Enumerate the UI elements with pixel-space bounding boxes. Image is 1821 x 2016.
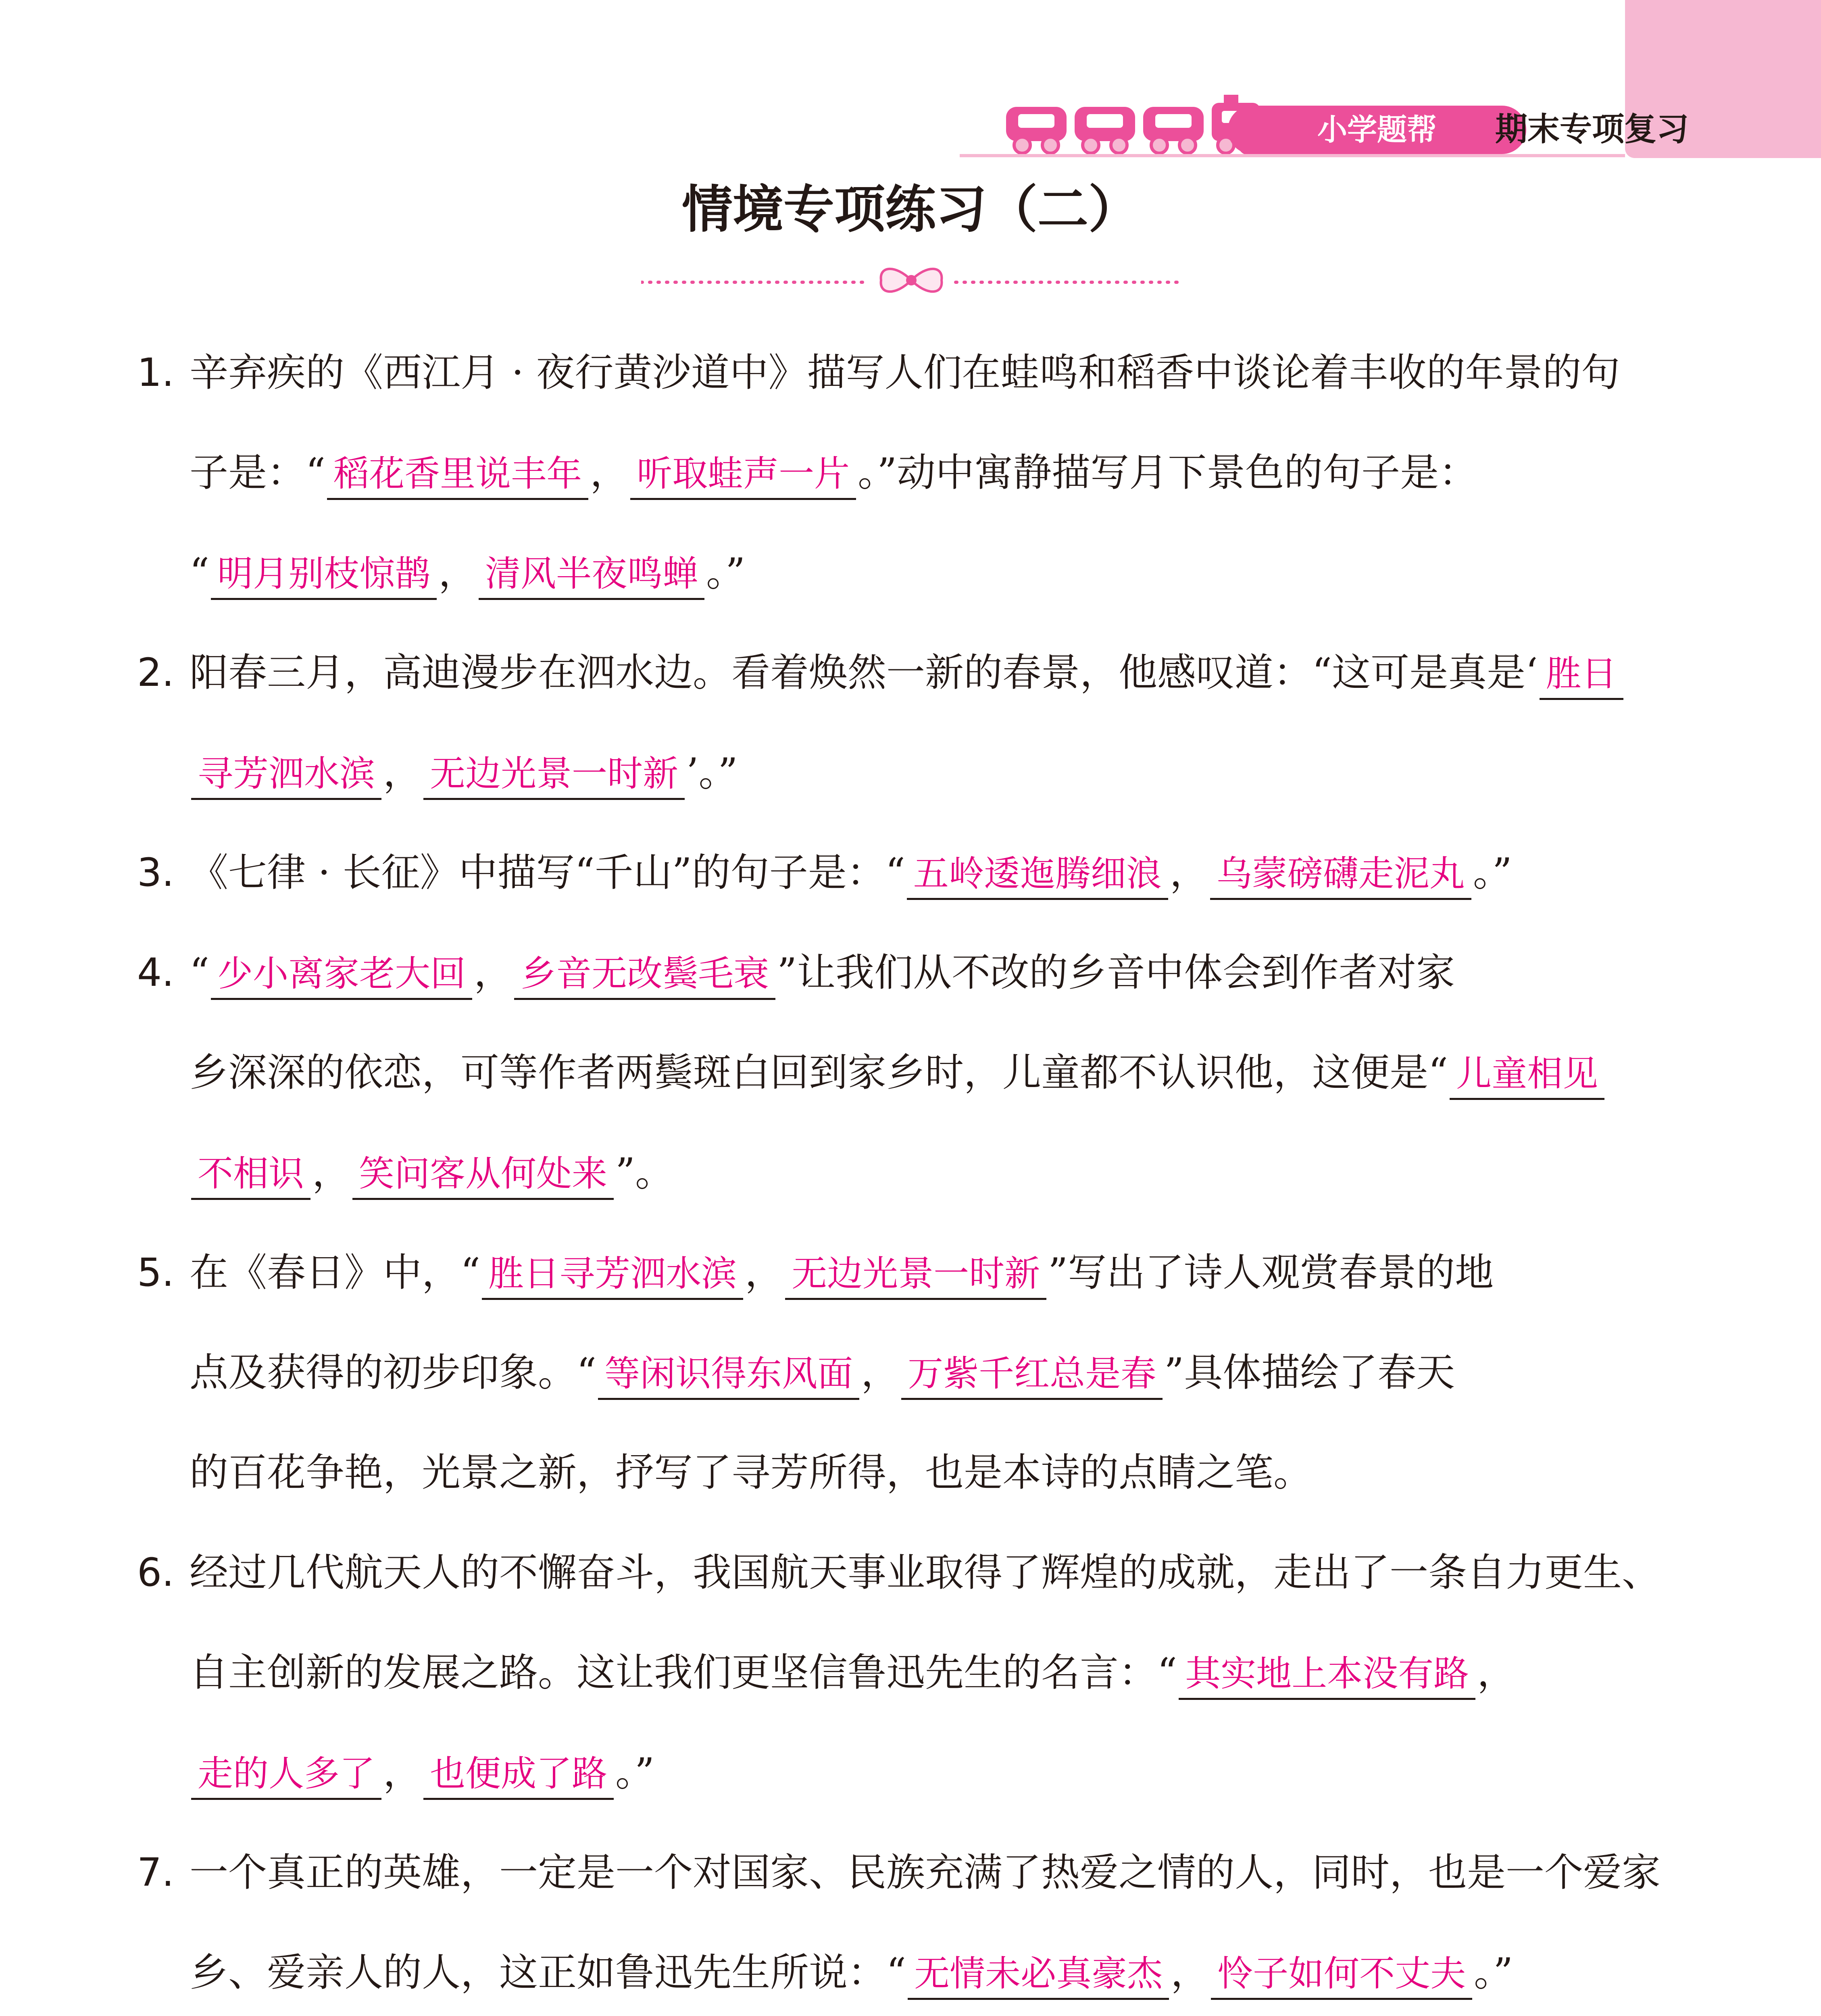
question-number: 3. xyxy=(137,850,174,895)
question-text: ’。” xyxy=(686,750,738,795)
question-line xyxy=(137,923,1681,1023)
question-text: ”具体描绘了春天 xyxy=(1164,1350,1455,1395)
question-text: ， xyxy=(1169,850,1208,895)
question-line xyxy=(137,823,1681,923)
answer-blank: 无边光景一时新 xyxy=(423,750,685,800)
question-line xyxy=(137,1522,1681,1622)
question-text: 经过几代航天人的不懈奋斗，我国航天事业取得了辉煌的成就，走出了一条自力更生、 xyxy=(190,1550,1661,1595)
question-number: 7. xyxy=(137,1850,174,1895)
question-text: 子是：“ xyxy=(190,450,326,495)
question-text: 。” xyxy=(706,550,746,595)
question-text: 自主创新的发展之路。这让我们更坚信鲁迅先生的名言：“ xyxy=(190,1650,1177,1695)
question-line xyxy=(137,523,1681,623)
answer-blank: 稻花香里说丰年 xyxy=(327,450,588,500)
answer-blank: 清风半夜鸣蝉 xyxy=(479,550,704,600)
question-text: ”写出了诗人观赏春景的地 xyxy=(1048,1250,1494,1295)
answer-blank: 听取蛙声一片 xyxy=(630,450,856,500)
answer-blank: 少小离家老大回 xyxy=(211,950,472,1000)
question-text: 在《春日》中，“ xyxy=(190,1250,481,1295)
answer-blank: 乡音无改鬓毛衰 xyxy=(514,950,775,1000)
answer-blank: 无情未必真豪杰 xyxy=(908,1949,1169,2000)
answer-blank: 不相识 xyxy=(191,1150,310,1200)
answer-blank: 无边光景一时新 xyxy=(785,1250,1046,1300)
question-item xyxy=(137,1522,1681,1822)
question-text: ， xyxy=(590,450,629,495)
question-line xyxy=(137,1622,1681,1722)
answer-blank: 也便成了路 xyxy=(423,1749,614,1800)
question-text: 乡深深的依恋，可等作者两鬓斑白回到家乡时，儿童都不认识他，这便是“ xyxy=(190,1050,1448,1095)
question-text: 乡、爱亲人的人，这正如鲁迅先生所说：“ xyxy=(190,1950,906,1995)
question-line xyxy=(137,723,1681,823)
question-text: 辛弃疾的《西江月 · 夜行黄沙道中》描写人们在蛙鸣和稻香中谈论着丰收的年景的句 xyxy=(190,350,1620,395)
question-text: ， xyxy=(861,1350,900,1395)
question-number: 4. xyxy=(137,950,174,995)
answer-blank: 五岭逶迤腾细浪 xyxy=(907,850,1168,900)
question-text: ， xyxy=(745,1250,784,1295)
question-number: 5. xyxy=(137,1250,174,1295)
question-line xyxy=(137,1023,1681,1123)
question-line xyxy=(137,623,1681,723)
answer-blank: 万紫千红总是春 xyxy=(901,1350,1163,1400)
answer-blank: 儿童相见 xyxy=(1450,1050,1604,1100)
question-text: ”。 xyxy=(615,1150,674,1195)
question-text: 。” xyxy=(615,1750,655,1795)
question-text: ， xyxy=(438,550,477,595)
question-text: ， xyxy=(312,1150,351,1195)
answer-blank: 其实地上本没有路 xyxy=(1179,1649,1475,1700)
question-item xyxy=(137,1223,1681,1522)
question-line xyxy=(137,1322,1681,1422)
question-text: 《七律 · 长征》中描写“千山”的句子是：“ xyxy=(190,850,905,895)
brand-label: 小学题帮 xyxy=(1228,106,1526,154)
answer-blank: 乌蒙磅礴走泥丸 xyxy=(1210,850,1471,900)
question-line xyxy=(137,423,1681,523)
section-label: 期末专项复习 xyxy=(1495,110,1689,148)
question-number: 1. xyxy=(137,350,174,395)
question-text: ， xyxy=(474,950,513,995)
question-line xyxy=(137,1722,1681,1822)
question-line xyxy=(137,1822,1681,1922)
question-text: “ xyxy=(190,550,210,595)
question-text: ”让我们从不改的乡音中体会到作者对家 xyxy=(777,950,1455,995)
question-item xyxy=(137,1822,1681,2016)
question-line xyxy=(137,1223,1681,1322)
question-text: 点及获得的初步印象。“ xyxy=(190,1350,597,1395)
answer-blank: 明月别枝惊鹊 xyxy=(211,550,437,600)
question-list xyxy=(137,323,1681,2016)
question-text: “ xyxy=(190,950,210,995)
question-text: 的百花争艳，光景之新，抒写了寻芳所得，也是本诗的点睛之笔。 xyxy=(190,1450,1312,1495)
question-item xyxy=(137,623,1681,823)
bow-divider-icon xyxy=(641,258,1181,298)
question-text: 。” xyxy=(1474,1950,1513,1995)
question-text: 阳春三月，高迪漫步在泗水边。看着焕然一新的春景，他感叹道：“这可是真是‘ xyxy=(190,650,1538,695)
question-line xyxy=(137,1922,1681,2016)
question-text: 。”动中寓静描写月下景色的句子是： xyxy=(858,450,1478,495)
question-item xyxy=(137,823,1681,923)
question-line xyxy=(137,1123,1681,1223)
question-line xyxy=(137,323,1681,423)
answer-blank: 走的人多了 xyxy=(191,1749,381,1800)
answer-blank: 怜子如何不丈夫 xyxy=(1211,1949,1472,2000)
question-number: 6. xyxy=(137,1550,174,1595)
question-number: 2. xyxy=(137,650,174,695)
answer-blank: 笑问客从何处来 xyxy=(352,1150,614,1200)
answer-blank: 胜日寻芳泗水滨 xyxy=(482,1250,743,1300)
question-text: ， xyxy=(383,1750,422,1795)
question-text: ， xyxy=(1477,1650,1516,1695)
answer-blank: 寻芳泗水滨 xyxy=(191,750,381,800)
question-text: 一个真正的英雄，一定是一个对国家、民族充满了热爱之情的人，同时，也是一个爱家 xyxy=(190,1850,1661,1895)
answer-blank: 胜日 xyxy=(1540,650,1623,700)
page-title: 情境专项练习（二） xyxy=(682,180,1139,239)
question-item xyxy=(137,923,1681,1223)
question-item xyxy=(137,323,1681,623)
header-rule xyxy=(960,154,1625,157)
answer-blank: 等闲识得东风面 xyxy=(598,1350,859,1400)
question-text: 。” xyxy=(1473,850,1512,895)
question-text: ， xyxy=(1171,1950,1210,1995)
question-line xyxy=(137,1422,1681,1522)
question-text: ， xyxy=(383,750,422,795)
page-header xyxy=(960,110,1689,157)
